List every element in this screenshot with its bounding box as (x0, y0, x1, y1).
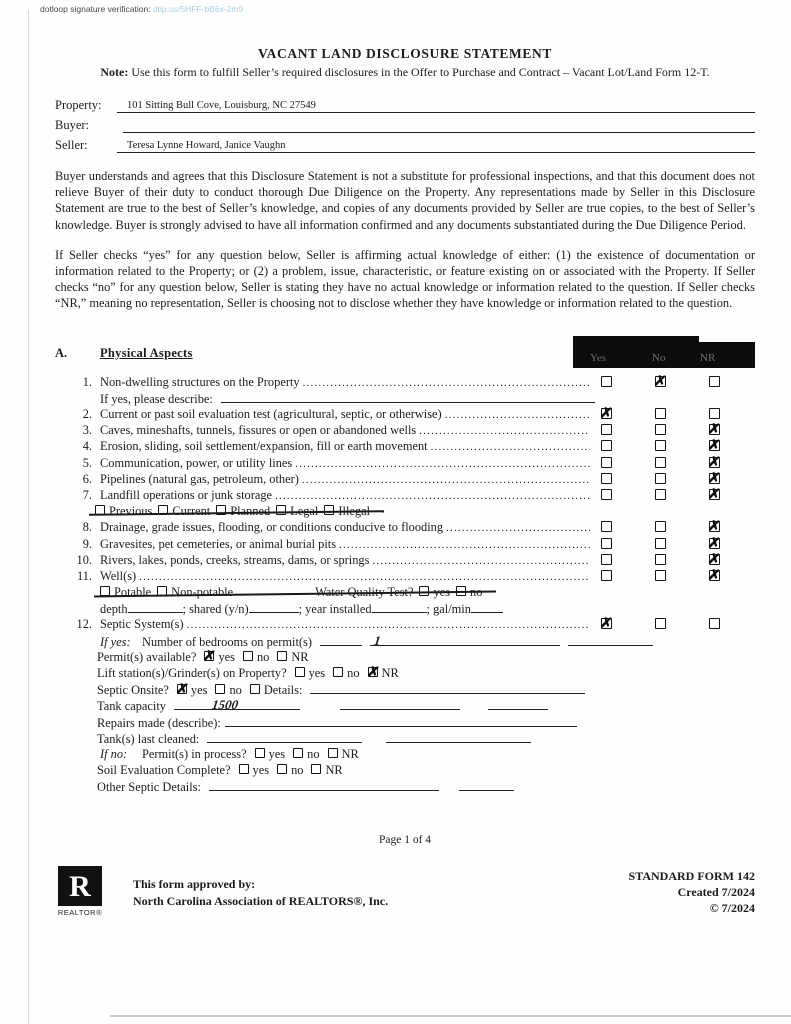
question-list (55, 375, 755, 796)
q10-nr-checkbox[interactable] (709, 554, 720, 565)
inprocess-no-checkbox[interactable] (293, 748, 303, 758)
question-row-9: 9. Gravesites, pet cemeteries, or animal burial pits ..... ✗ (55, 537, 755, 553)
permits-yes-checkbox[interactable] (204, 651, 214, 661)
lift-nr-checkbox[interactable] (368, 667, 378, 677)
q1-describe-line (100, 391, 755, 407)
q11-well-detail-line: depth ; shared (y/n) ; year installed ; gal/min (100, 601, 755, 617)
buyer-row (55, 113, 755, 133)
page-number: Page 1 of 4 (378, 833, 432, 846)
q9-no-checkbox[interactable] (655, 538, 666, 549)
well-options-struck: Potable Non-potable Water Quality Test? yes no (100, 585, 482, 600)
q7-landfill-options-line (95, 504, 755, 520)
bedrooms-blank-2[interactable] (568, 634, 653, 646)
q10-yes-checkbox[interactable] (601, 554, 612, 565)
page-title: VACANT LAND DISCLOSURE STATEMENT (258, 46, 552, 61)
q11-no-checkbox[interactable] (655, 570, 666, 581)
verification-link[interactable]: dtlp.us/5HFF-bB6x-2m9 (152, 4, 244, 14)
paragraph-disclosure: Buyer understands and agrees that this Disclosure Statement is not a substitute for professional inspections, and that this document does not relieve Buyer of their duty to conduct thorough Due Diligence on the Property. Any representations made by Seller in this Disclosure Statement are true to the best of Seller’s knowledge, and copies of any documents provided by Seller are true copies, to the best of Seller’s knowledge. Buyer is strongly advised to have all information confirmed and any documents substantiated during the Due Diligence Period. (55, 169, 755, 232)
other-septic-input[interactable] (209, 779, 439, 791)
water-quality-label: Water Quality Test? (315, 585, 414, 600)
q8-yes-checkbox[interactable] (601, 521, 612, 532)
question-row-6: 6. Pipelines (natural gas, petroleum, other) ..... ✗ (55, 472, 755, 488)
question-row-12: 12. Septic System(s) ..... ✗ (55, 617, 755, 633)
septic-soileval-line: Soil Evaluation Complete? yes no NR (97, 763, 343, 778)
tank-capacity-input[interactable]: 1500 (208, 698, 300, 710)
question-row-4: 4. Erosion, sliding, soil settlement/expansion, fill or earth movement ..... ✗ (55, 439, 755, 455)
q11-yes-checkbox[interactable] (601, 570, 612, 581)
q3-no-checkbox[interactable] (655, 424, 666, 435)
q9-nr-checkbox[interactable] (709, 538, 720, 549)
water-quality-yes-checkbox[interactable] (419, 586, 429, 596)
landfill-options-struck: Previous Current Planned Legal Illegal (95, 504, 370, 519)
q11-well-options-line (100, 585, 755, 601)
realtor-logo (55, 866, 105, 917)
permits-nr-checkbox[interactable] (277, 651, 287, 661)
landfill-illegal-checkbox[interactable] (324, 505, 334, 515)
paragraph-instructions: If Seller checks “yes” for any question below, Seller is affirming actual knowledge of either: (1) the existence of documentation or information related to the Property; or (2) a problem, issue, characteristic, or feature existing on or associated with the Property. If Seller checks “no” for any question below, Seller is stating they have no actual knowledge or information related to the question. If Seller checks “NR,” meaning no representation, Seller is choosing not to disclose whether they have knowledge or information related to the question. (55, 247, 755, 311)
question-row-11: 11. Well(s) ..... ✗ (55, 569, 755, 585)
property-label: Property: (55, 98, 102, 112)
if-no-label: If no: (100, 746, 128, 761)
other-septic-blank-2[interactable] (459, 779, 514, 791)
septic-inprocess-line: If no: Permit(s) in process? yes no NR (100, 746, 359, 761)
standard-form-info: STANDARD FORM 142 Created 7/2024 © 7/2024 (628, 868, 755, 915)
realtor-logo-icon: R (58, 866, 102, 906)
well-galmin-input[interactable] (471, 601, 503, 613)
q5-yes-checkbox[interactable] (601, 457, 612, 468)
soileval-no-checkbox[interactable] (277, 764, 287, 774)
question-row-2: 2. Current or past soil evaluation test (agricultural, septic, or otherwise) ..... ✗ (55, 407, 755, 423)
inprocess-nr-checkbox[interactable] (328, 748, 338, 758)
section-letter: A. (55, 345, 68, 360)
q4-no-checkbox[interactable] (655, 440, 666, 451)
scan-edge-left (28, 10, 29, 1024)
well-non-potable-checkbox[interactable] (157, 586, 167, 596)
section-title: Physical Aspects (100, 345, 193, 360)
q6-nr-checkbox[interactable] (709, 473, 720, 484)
septic-other-line: Other Septic Details: (97, 779, 755, 795)
column-yes-label: Yes (590, 351, 607, 364)
q11-nr-checkbox[interactable] (709, 570, 720, 581)
septic-tank-line: Tank capacity 1500 (97, 698, 755, 714)
verification-header (40, 4, 243, 14)
lift-no-checkbox[interactable] (333, 667, 343, 677)
seller-row (55, 133, 755, 153)
question-row-8: 8. Drainage, grade issues, flooding, or conditions conducive to flooding ..... ✗ (55, 520, 755, 536)
septic-bedrooms-line: If yes: Number of bedrooms on permit(s) 1 (100, 634, 755, 650)
note-line (55, 65, 755, 80)
question-row-10: 10. Rivers, lakes, ponds, creeks, streams, dams, or springs ..... ✗ (55, 553, 755, 569)
soileval-yes-checkbox[interactable] (239, 764, 249, 774)
note-label: Note: (100, 65, 129, 79)
well-depth-input[interactable] (128, 601, 183, 613)
soileval-nr-checkbox[interactable] (311, 764, 321, 774)
if-yes-label: If yes: (100, 634, 131, 649)
q3-nr-checkbox[interactable] (709, 424, 720, 435)
tank-blank-2[interactable] (340, 698, 460, 710)
q8-nr-checkbox[interactable] (709, 521, 720, 532)
seller-label: Seller: (55, 138, 88, 152)
onsite-yes-checkbox[interactable] (177, 684, 187, 694)
septic-cleaned-line: Tank(s) last cleaned: (97, 731, 755, 747)
scan-edge-bottom (110, 1015, 791, 1017)
buyer-input[interactable] (123, 132, 755, 133)
repairs-input[interactable] (225, 715, 577, 727)
column-no-label: No (652, 351, 666, 364)
onsite-details-checkbox[interactable] (250, 684, 260, 694)
septic-permits-line: Permit(s) available? ✗ yes no NR (97, 650, 755, 666)
approval-text: This form approved by: North Carolina Association of REALTORS®, Inc. (133, 876, 389, 908)
landfill-current-checkbox[interactable] (158, 505, 168, 515)
inprocess-yes-checkbox[interactable] (255, 748, 265, 758)
onsite-details-input[interactable] (310, 682, 585, 694)
q12-nr-checkbox[interactable] (709, 618, 720, 629)
question-row-3: 3. Caves, mineshafts, tunnels, fissures or open or abandoned wells ..... ✗ (55, 423, 755, 439)
cleaned-blank-2[interactable] (386, 731, 531, 743)
permits-no-checkbox[interactable] (243, 651, 253, 661)
q8-no-checkbox[interactable] (655, 521, 666, 532)
answer-column-header-bar (573, 342, 755, 368)
tank-blank[interactable] (174, 698, 208, 710)
column-nr-label: NR (700, 351, 716, 364)
bedrooms-blank[interactable] (320, 634, 362, 646)
q6-no-checkbox[interactable] (655, 473, 666, 484)
well-shared-input[interactable] (249, 601, 299, 613)
q3-yes-checkbox[interactable] (601, 424, 612, 435)
q1-no-checkbox[interactable] (655, 376, 666, 387)
buyer-label: Buyer: (55, 118, 90, 132)
tank-blank-3[interactable] (488, 698, 548, 710)
q2-no-checkbox[interactable] (655, 408, 666, 419)
describe-input[interactable] (221, 391, 595, 403)
party-fields (55, 93, 755, 153)
cleaned-input[interactable] (207, 731, 362, 743)
well-year-input[interactable] (372, 601, 427, 613)
q2-nr-checkbox[interactable] (709, 408, 720, 419)
property-row (55, 93, 755, 113)
q7-no-checkbox[interactable] (655, 489, 666, 500)
q7-yes-checkbox[interactable] (601, 489, 612, 500)
q12-yes-checkbox[interactable] (601, 618, 612, 629)
q4-yes-checkbox[interactable] (601, 440, 612, 451)
q4-nr-checkbox[interactable] (709, 440, 720, 451)
q10-no-checkbox[interactable] (655, 554, 666, 565)
property-input[interactable]: 101 Sitting Bull Cove, Louisburg, NC 27549 (117, 99, 755, 113)
well-potable-checkbox[interactable] (100, 586, 110, 596)
q1-yes-checkbox[interactable] (601, 376, 612, 387)
landfill-planned-checkbox[interactable] (216, 505, 226, 515)
footer (55, 866, 755, 917)
water-quality-no-checkbox[interactable] (456, 586, 466, 596)
q1-nr-checkbox[interactable] (709, 376, 720, 387)
realtor-logo-label: REALTOR® (57, 907, 103, 917)
question-row-1: 1. Non-dwelling structures on the Property ..... ✗ (55, 375, 755, 391)
septic-detail-block (55, 634, 755, 796)
onsite-no-checkbox[interactable] (215, 684, 225, 694)
landfill-previous-checkbox[interactable] (95, 505, 105, 515)
septic-repairs-line: Repairs made (describe): (97, 715, 755, 731)
seller-input[interactable]: Teresa Lynne Howard, Janice Vaughn (117, 139, 755, 153)
bedrooms-input[interactable]: 1 (370, 634, 560, 646)
q7-nr-checkbox[interactable] (709, 489, 720, 500)
verification-label: dotloop signature verification: (40, 4, 151, 14)
question-row-5: 5. Communication, power, or utility lines ..... ✗ (55, 456, 755, 472)
septic-onsite-line: Septic Onsite? ✗ yes no Details: (97, 682, 755, 698)
septic-lift-line: Lift station(s)/Grinder(s) on Property? yes no ✗ NR (97, 666, 755, 682)
lift-yes-checkbox[interactable] (295, 667, 305, 677)
q5-no-checkbox[interactable] (655, 457, 666, 468)
section-header-row (55, 338, 755, 368)
question-row-7: 7. Landfill operations or junk storage ..... ✗ (55, 488, 755, 504)
note-text: Use this form to fulfill Seller’s required disclosures in the Offer to Purchase and Contract – Vacant Lot/Land Form 12-T. (128, 65, 710, 79)
q2-yes-checkbox[interactable] (601, 408, 612, 419)
q5-nr-checkbox[interactable] (709, 457, 720, 468)
landfill-legal-checkbox[interactable] (276, 505, 286, 515)
q9-yes-checkbox[interactable] (601, 538, 612, 549)
describe-label: If yes, please describe: (100, 391, 213, 406)
q12-no-checkbox[interactable] (655, 618, 666, 629)
q6-yes-checkbox[interactable] (601, 473, 612, 484)
